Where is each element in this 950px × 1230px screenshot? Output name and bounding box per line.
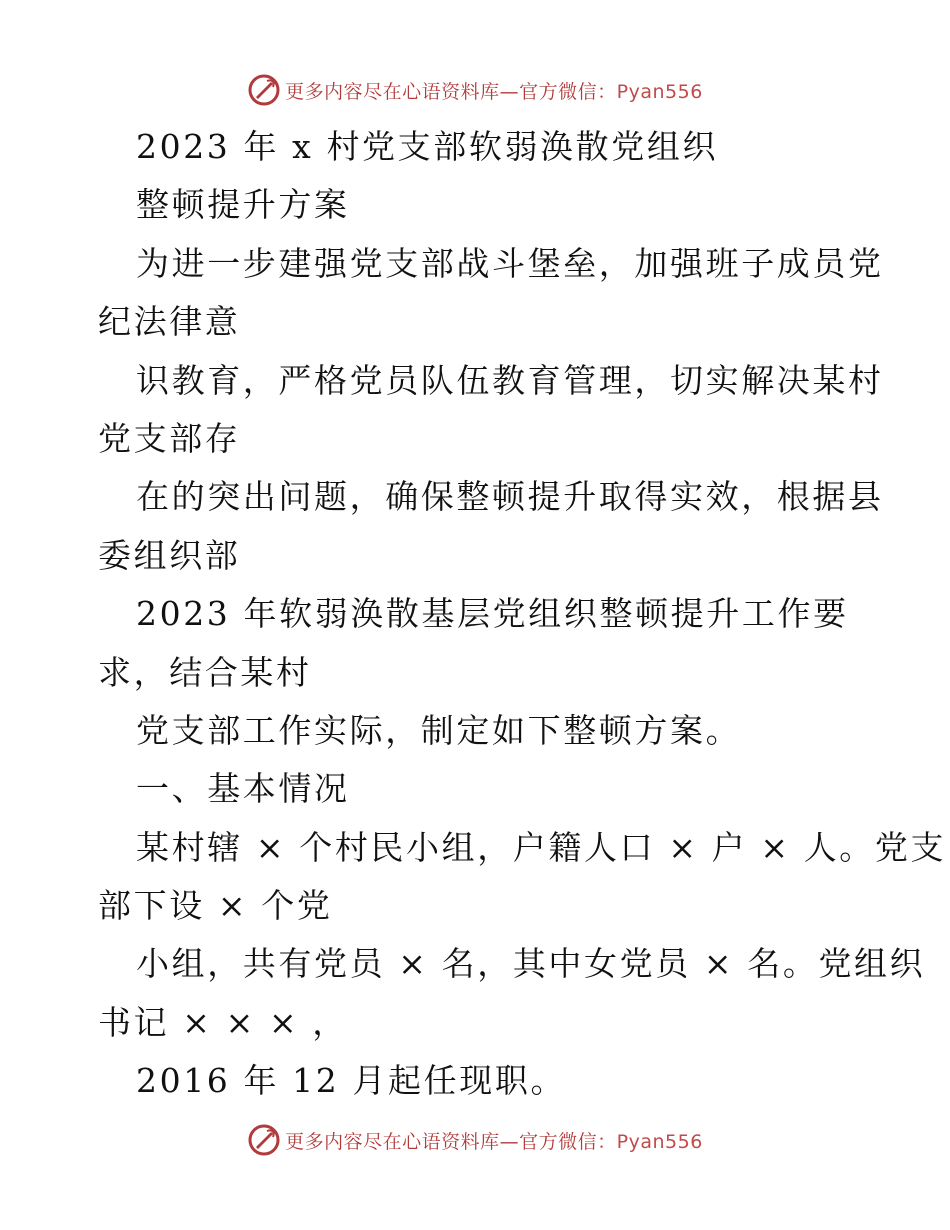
paragraph-line: 某村辖 × 个村民小组，户籍人口 × 户 × 人。党支 [136, 827, 947, 867]
paragraph-line: 2016 年 12 月起任现职。 [136, 1061, 567, 1101]
paragraph-line: 在的突出问题，确保整顿提升取得实效，根据县 [136, 477, 884, 517]
quill-pen-logo-icon [247, 1123, 281, 1157]
paragraph-line: 党支部工作实际，制定如下整顿方案。 [136, 710, 742, 750]
quill-pen-logo-icon [247, 73, 281, 107]
paragraph-line: 书记 × × × ， [98, 1002, 348, 1042]
banner-text: 更多内容尽在心语资料库—官方微信：Pyan556 [285, 80, 703, 103]
wechat-id: Pyan556 [616, 1130, 703, 1153]
banner-text: 更多内容尽在心语资料库—官方微信：Pyan556 [285, 1130, 703, 1153]
paragraph-line: 委组织部 [98, 535, 241, 575]
footer-watermark-banner [0, 1120, 950, 1160]
paragraph-line: 纪法律意 [98, 302, 241, 342]
paragraph-line: 识教育，严格党员队伍教育管理，切实解决某村 [136, 360, 884, 400]
paragraph-line: 求，结合某村 [98, 652, 312, 692]
section-heading: 一、基本情况 [136, 769, 350, 809]
paragraph-line: 党支部存 [98, 418, 241, 458]
paragraph-line: 为进一步建强党支部战斗堡垒，加强班子成员党 [136, 243, 884, 283]
document-body [98, 118, 947, 1111]
paragraph-line: 2023 年软弱涣散基层党组织整顿提升工作要 [136, 594, 849, 634]
paragraph-line: 部下设 × 个党 [98, 886, 333, 926]
title-line-1: 2023 年 x 村党支部软弱涣散党组织 [136, 127, 719, 166]
paragraph-line: 小组，共有党员 × 名，其中女党员 × 名。党组织 [136, 944, 926, 984]
wechat-id: Pyan556 [616, 80, 703, 103]
title-line-2: 整顿提升方案 [136, 185, 350, 225]
header-watermark-banner [0, 70, 950, 110]
